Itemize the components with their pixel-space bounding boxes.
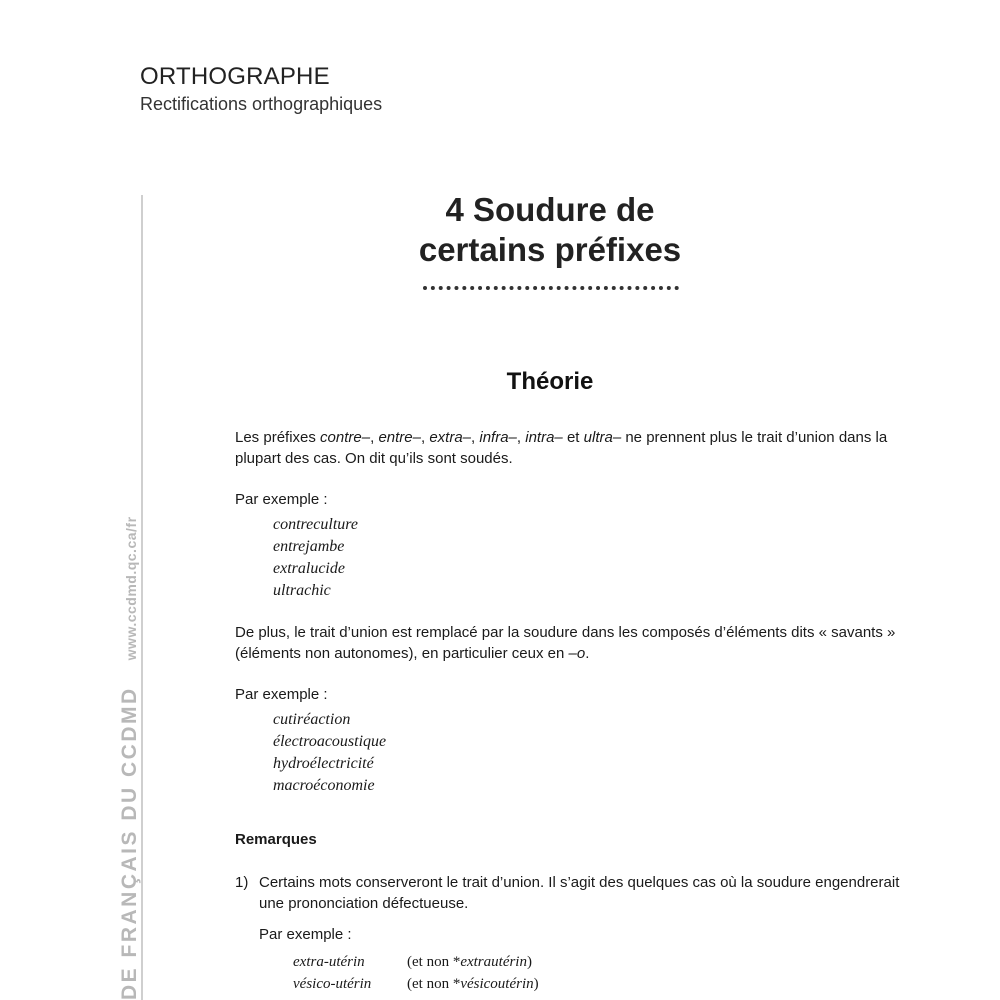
- remarks-heading: Remarques: [235, 831, 317, 848]
- example-label: Par exemple :: [235, 491, 328, 508]
- header-title: ORTHOGRAPHE: [140, 63, 330, 90]
- text-run: ne prennent plus le trait d’union dans la plupart des cas. On dit qu’ils sont soudés.: [235, 429, 888, 467]
- example-list-2: [273, 709, 905, 797]
- example-word: électroacoustique: [273, 733, 387, 750]
- incorrect-word: vésicoutérin: [460, 976, 534, 992]
- prefix-term: contre–: [320, 429, 371, 446]
- example-word: contreculture: [273, 516, 359, 533]
- text-run: ): [533, 976, 539, 992]
- page-header: [140, 62, 382, 116]
- example-word: ultrachic: [273, 582, 331, 599]
- remark-item-1: [235, 872, 905, 914]
- text-run: ): [526, 954, 532, 970]
- correct-word: extra-utérin: [293, 954, 365, 970]
- example-label: Par exemple :: [235, 686, 328, 703]
- sidebar-url: www.ccdmd.qc.ca/fr: [123, 516, 139, 661]
- title-dotted-rule: [423, 286, 679, 290]
- example-word: extralucide: [273, 560, 345, 577]
- text-run: ,: [516, 429, 526, 446]
- prefix-term: ultra–: [583, 429, 622, 446]
- example-pair: [293, 973, 905, 995]
- remark-text: Certains mots conserveront le trait d’union. Il s’agit des quelques cas où la soudure engendrerait une prononciation défectueuse.: [259, 874, 900, 912]
- text-run: (et non *: [407, 954, 461, 970]
- theory-paragraph-1: [235, 427, 905, 469]
- text-run: De plus, le trait d’union est remplacé par la soudure dans les composés d’éléments dits « savants » (éléments non autonomes), en particulier ceux en: [235, 624, 896, 662]
- example-word: macroéconomie: [273, 777, 375, 794]
- correct-word: vésico-utérin: [293, 976, 372, 992]
- sidebar-vertical-text: [118, 516, 142, 1000]
- example-word: cutiréaction: [273, 711, 351, 728]
- text-run: .: [585, 645, 590, 662]
- prefix-term: intra–: [525, 429, 563, 446]
- section-title-line1: 4 Soudure de: [445, 191, 655, 228]
- header-subtitle: Rectifications orthographiques: [140, 94, 383, 114]
- text-run: ,: [420, 429, 430, 446]
- suffix-term: –o: [568, 645, 586, 662]
- incorrect-note: [407, 954, 532, 970]
- theory-content: [235, 427, 905, 995]
- text-run: ,: [370, 429, 379, 446]
- text-run: ,: [471, 429, 480, 446]
- text-run: (et non *: [407, 976, 461, 992]
- sidebar-org: DE FRANÇAIS DU CCDMD: [118, 686, 141, 1000]
- section-title: [380, 190, 720, 270]
- example-word: entrejambe: [273, 538, 345, 555]
- prefix-term: entre–: [378, 429, 421, 446]
- example-label: Par exemple :: [259, 926, 352, 943]
- prefix-term: infra–: [479, 429, 517, 446]
- prefix-term: extra–: [429, 429, 472, 446]
- theory-paragraph-2: [235, 622, 905, 664]
- incorrect-note: [407, 976, 539, 992]
- remark-example-pairs: [293, 951, 905, 995]
- incorrect-word: extrautérin: [460, 954, 527, 970]
- text-run: Les préfixes: [235, 429, 321, 446]
- section-title-line2: certains préfixes: [418, 231, 682, 268]
- theory-heading: Théorie: [506, 368, 594, 395]
- example-pair: [293, 951, 905, 973]
- remark-number: 1): [235, 874, 249, 891]
- example-list-1: [273, 514, 905, 602]
- text-run: et: [562, 429, 584, 446]
- example-word: hydroélectricité: [273, 755, 374, 772]
